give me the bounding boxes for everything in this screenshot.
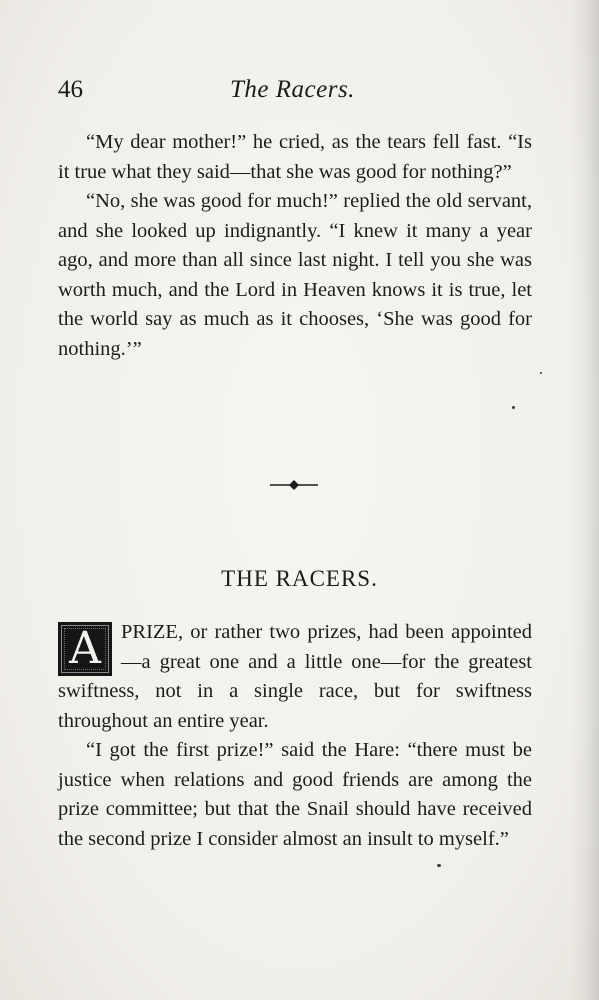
paragraph: “I got the first prize!” said the Hare: “there must be justice when relations and good friends are among the prize committee; but that the Snail should have received the second prize I consider almost an insult to myself.” <box>58 739 532 850</box>
paragraph: “My dear mother!” he cried, as the tears fell fast. “Is it true what they said—that she was good for nothing?” <box>58 131 532 183</box>
opening-paragraph <box>58 618 532 736</box>
opening-paragraph-text: PRIZE, or rather two prizes, had been appointed—a great one and a little one—for the greatest swiftness, not in a single race, but for swiftness throughout an entire year. <box>58 621 532 732</box>
previous-story-ending <box>58 128 532 364</box>
running-title: The Racers. <box>230 76 355 103</box>
print-speck <box>540 372 542 374</box>
story-title: THE RACERS. <box>221 566 378 591</box>
page-edge-shadow <box>571 0 599 1000</box>
page-number: 46 <box>58 76 83 103</box>
print-speck <box>512 406 515 409</box>
print-speck <box>437 864 441 867</box>
section-divider-ornament <box>268 478 320 492</box>
running-head <box>58 76 528 106</box>
paragraph: “No, she was good for much!” replied the old servant, and she looked up indignantly. “I knew it many a year ago, and more than all since last night. I tell you she was worth much, and the Lord in Heaven knows it is true, let the world say as much as it chooses, ‘She was good for nothing.’” <box>58 190 532 360</box>
story-body <box>58 618 532 854</box>
drop-cap-letter: A <box>58 622 112 676</box>
